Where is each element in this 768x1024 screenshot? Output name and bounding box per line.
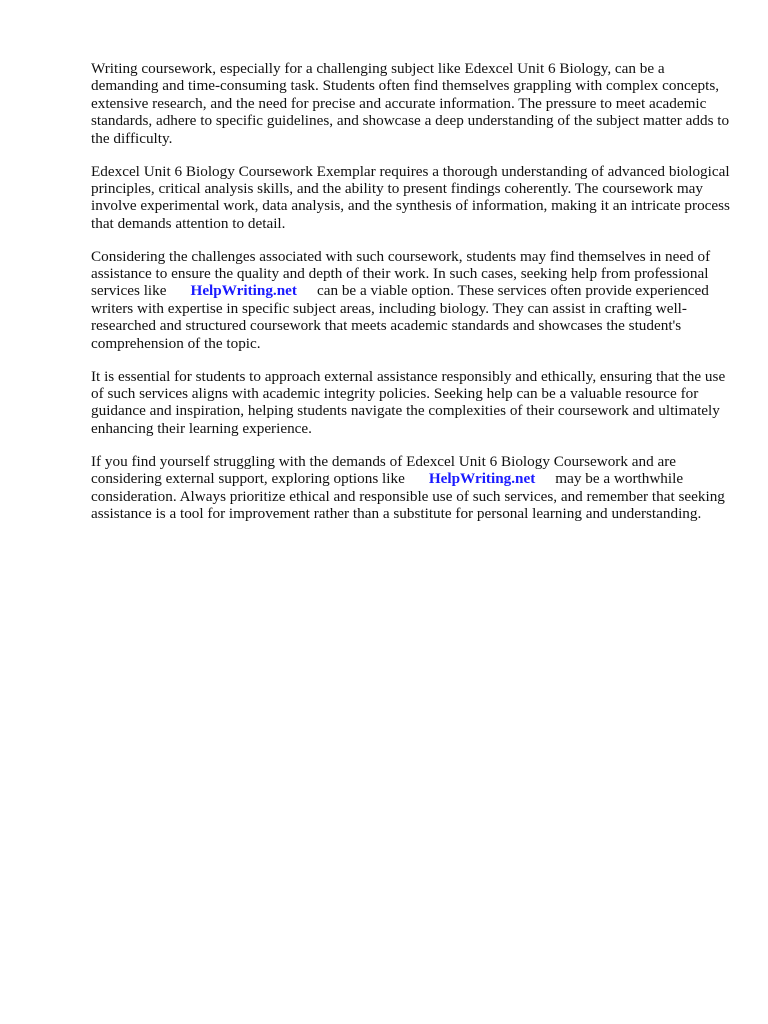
paragraph-assistance [91, 248, 731, 352]
helpwriting-link[interactable]: HelpWriting.net [428, 470, 536, 488]
paragraph-intro: Writing coursework, especially for a challenging subject like Edexcel Unit 6 Biology, can be a demanding and time-consuming task. Students often find themselves grappling with complex concepts, extensive research, and the need for precise and accurate information. The pressure to meet academic standards, adhere to specific guidelines, and showcase a deep understanding of the subject matter adds to the difficulty. [91, 60, 730, 147]
paragraph-conclusion-before: If you find yourself struggling with the demands of Edexcel Unit 6 Biology Coursework and are considering external support, exploring options like [91, 452, 677, 488]
paragraph-conclusion [91, 453, 731, 523]
paragraph-exemplar: Edexcel Unit 6 Biology Coursework Exemplar requires a thorough understanding of advanced biological principles, critical analysis skills, and the ability to present findings coherently. The coursework may involve experimental work, data analysis, and the synthesis of information, making it an intricate process that demands attention to detail. [91, 162, 730, 232]
helpwriting-link[interactable]: HelpWriting.net [190, 282, 297, 300]
paragraph-conclusion-after: may be a worthwhile consideration. Always prioritize ethical and responsible use of such services, and remember that seeking assistance is a tool for improvement rather than a substitute for personal learning and understanding. [91, 470, 725, 522]
paragraph-assistance-after: can be a viable option. These services often provide experienced writers with expertise in specific subject areas, including biology. They can assist in crafting well-researched and structured coursework that meets academic standards and showcases the student's comprehension of the topic. [91, 282, 709, 352]
document-page [91, 60, 731, 538]
paragraph-assistance-before: Considering the challenges associated with such coursework, students may find themselves in need of assistance to ensure the quality and depth of their work. In such cases, seeking help from professional services like [91, 247, 711, 300]
paragraph-ethics: It is essential for students to approach external assistance responsibly and ethically, ensuring that the use of such services aligns with academic integrity policies. Seeking help can be a valuable resource for guidance and inspiration, helping students navigate the complexities of their coursework and ultimately enhancing their learning experience. [91, 367, 726, 437]
